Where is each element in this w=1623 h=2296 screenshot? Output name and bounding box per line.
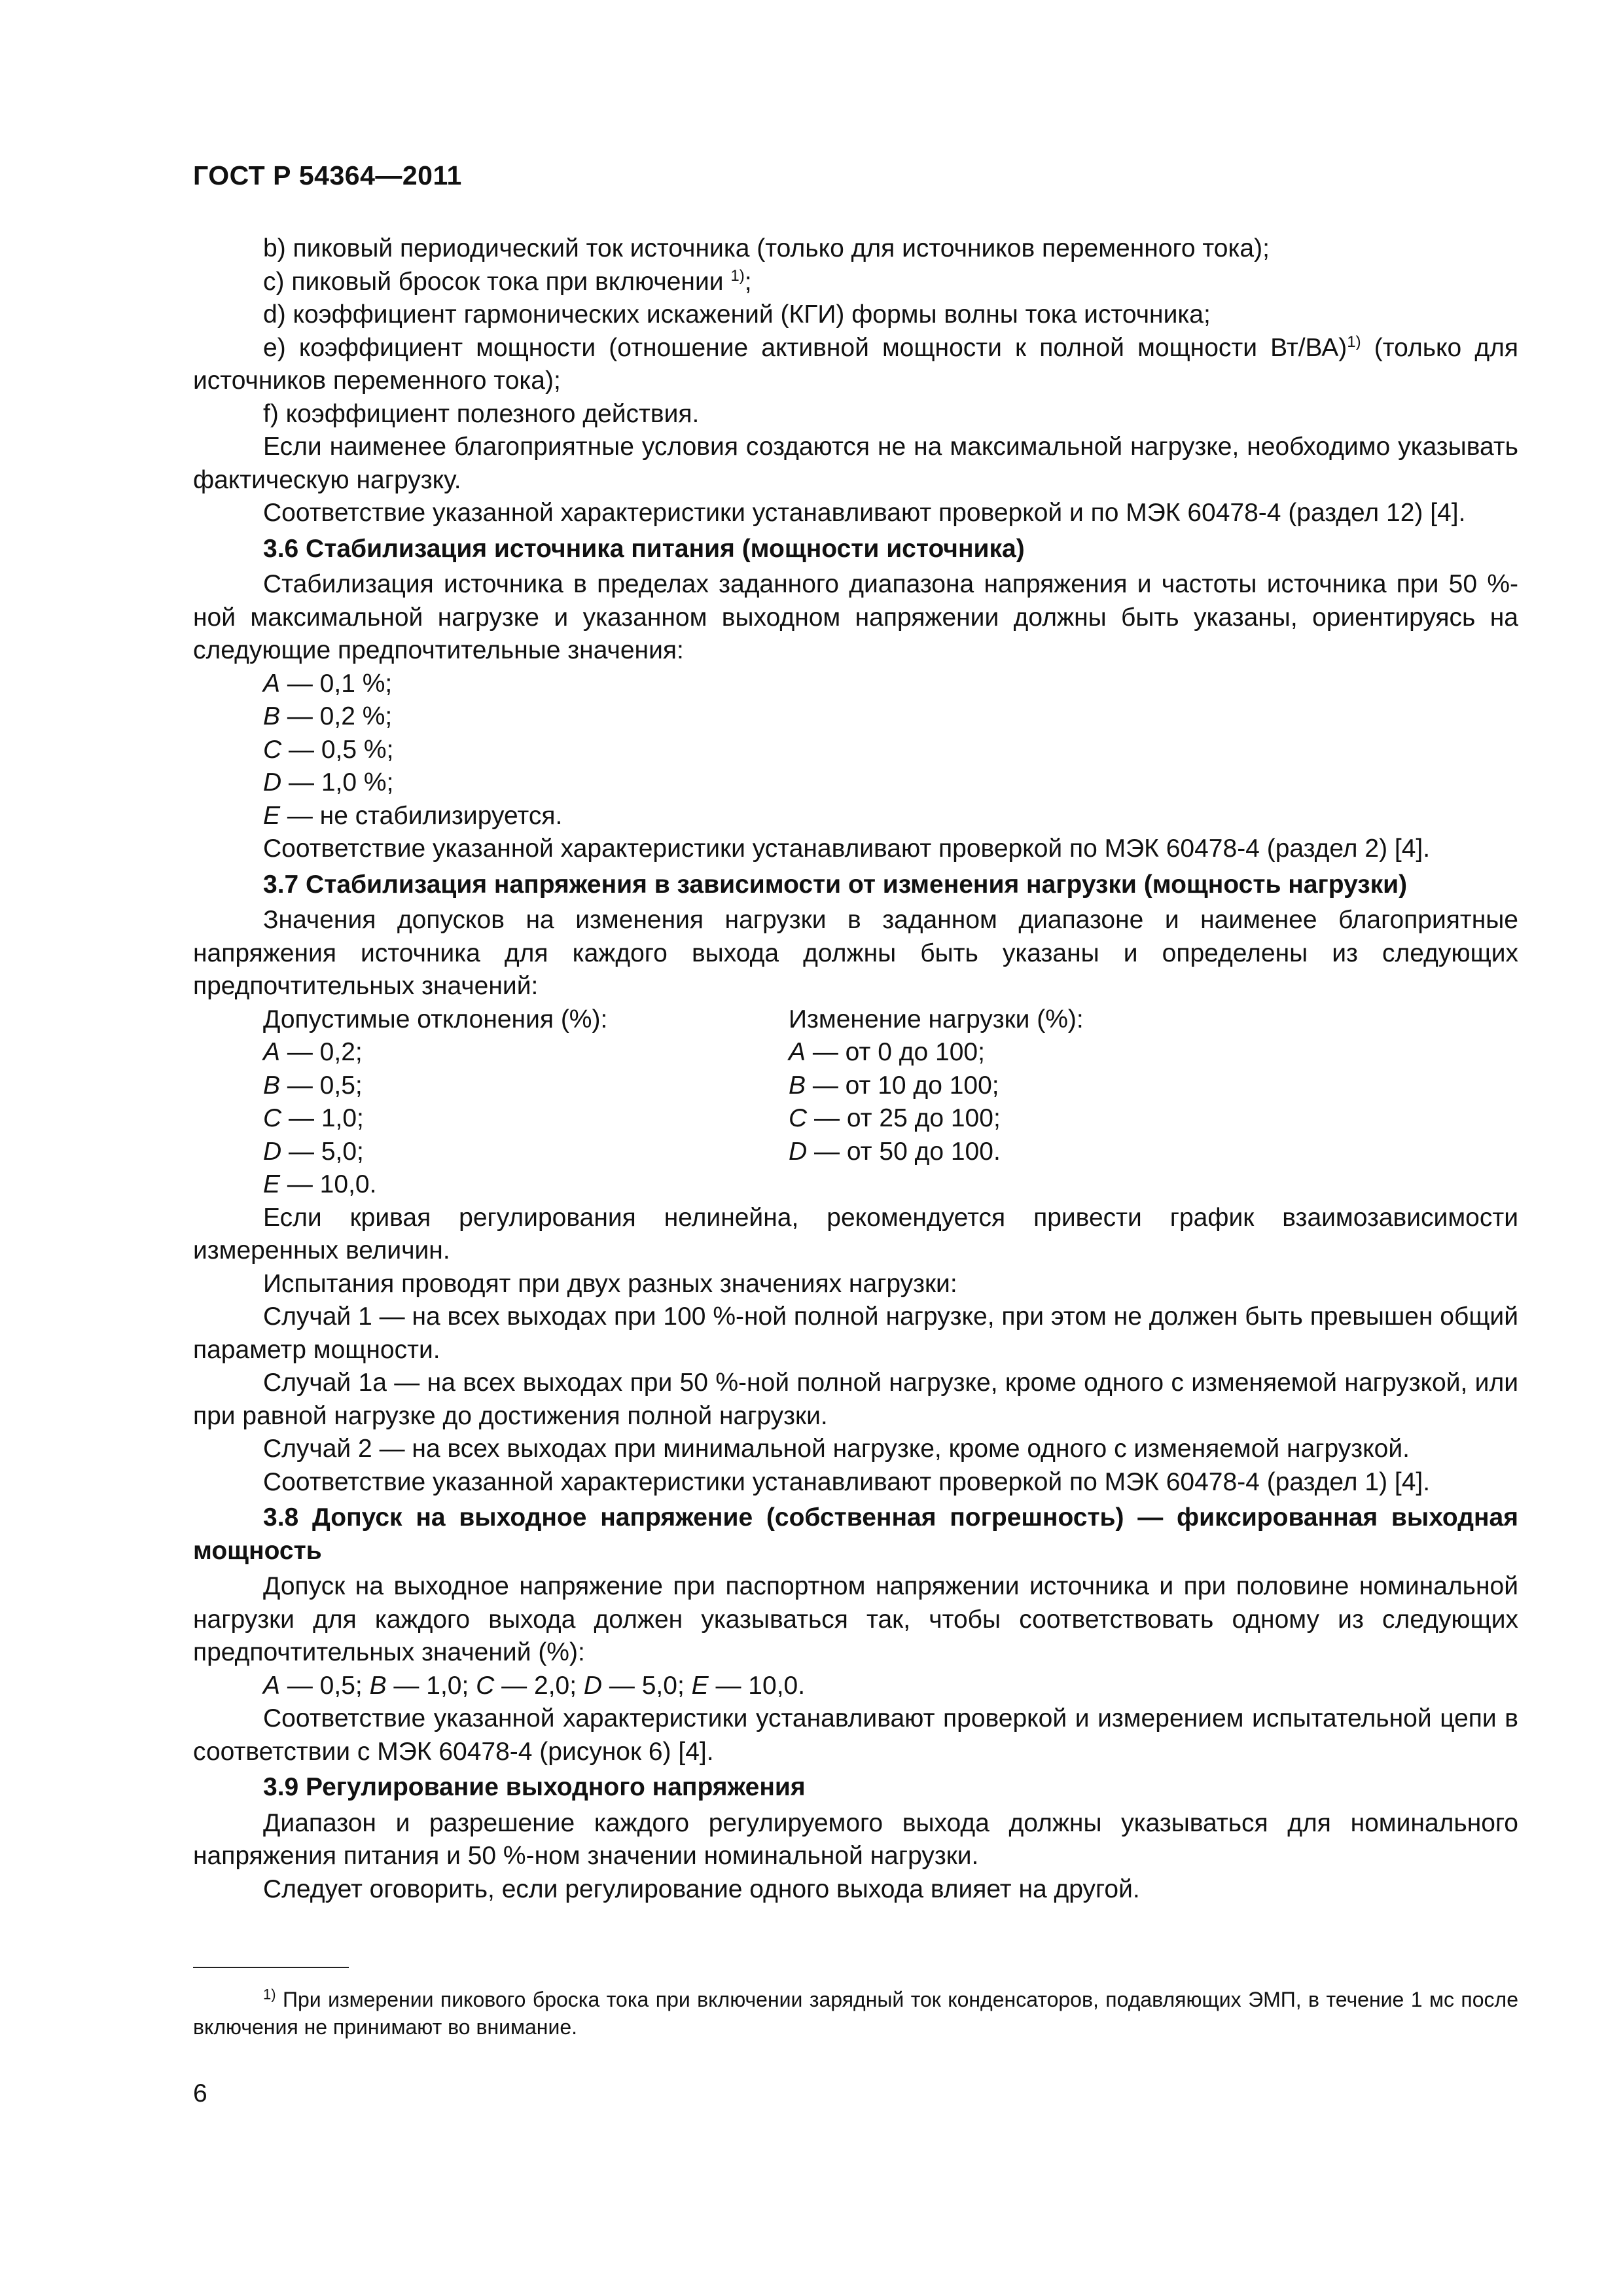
- footnote-divider: [193, 1967, 349, 1968]
- tolerance-columns: [193, 1003, 1518, 1202]
- column-header: Допустимые отклонения (%):: [263, 1005, 608, 1033]
- value-item: E — 10,0.: [263, 1170, 377, 1198]
- paragraph-case-1a: Случай 1а — на всех выходах при 50 %-ной полной нагрузке, кроме одного с изменяемой нагрузкой, или при равной нагрузке до достижения полной нагрузки.: [193, 1369, 1518, 1430]
- footnote-ref[interactable]: 1): [1347, 332, 1361, 351]
- section-3-8-intro: Допуск на выходное напряжение при паспортном напряжении источника и при половине номинальной нагрузки для каждого выхода должен указываться так, чтобы соответствовать одному из следующих предпочтительных значений (%):: [193, 1572, 1518, 1666]
- value-item: B — от 10 до 100;: [789, 1071, 999, 1100]
- section-heading-3-8: 3.8 Допуск на выходное напряжение (собственная погрешность) — фиксированная выходная мощность: [193, 1503, 1518, 1565]
- section-3-7-intro: Значения допусков на изменения нагрузки в заданном диапазоне и наименее благоприятные напряжения источника для каждого выхода должны быть указаны и определены из следующих предпочтительных значений:: [193, 906, 1518, 1000]
- document-header: ГОСТ Р 54364—2011: [193, 160, 462, 190]
- page-body: [193, 232, 1518, 1906]
- section-heading-3-6: 3.6 Стабилизация источника питания (мощности источника): [263, 534, 1025, 563]
- value-item: A — от 0 до 100;: [789, 1038, 985, 1066]
- list-item-f: f) коэффициент полезного действия.: [263, 399, 700, 428]
- footnote-ref[interactable]: 1): [730, 266, 745, 285]
- footnote-marker: 1): [263, 1986, 276, 2003]
- value-item: A — 0,1 %;: [263, 669, 393, 698]
- deviation-column: [263, 1003, 789, 1202]
- paragraph-case-1: Случай 1 — на всех выходах при 100 %-ной полной нагрузке, при этом не должен быть превышен общий параметр мощности.: [193, 1302, 1518, 1364]
- section-3-9-p1: Диапазон и разрешение каждого регулируемого выхода должны указываться для номинального напряжения питания и 50 %-ном значении номинальной нагрузки.: [193, 1808, 1518, 1870]
- value-item: C — 0,5 %;: [263, 735, 394, 764]
- value-item: B — 0,2 %;: [263, 702, 393, 730]
- section-3-6-conformity: Соответствие указанной характеристики устанавливают проверкой по МЭК 60478-4 (раздел 2) [4].: [263, 834, 1431, 863]
- value-item: D — от 50 до 100.: [789, 1137, 1001, 1166]
- footnote: [193, 1986, 1518, 2041]
- paragraph-curve: Если кривая регулирования нелинейна, рекомендуется привести график взаимозависимости измеренных величин.: [193, 1203, 1518, 1265]
- value-item: E — не стабилизируется.: [263, 801, 563, 830]
- section-3-9-p2: Следует оговорить, если регулирование одного выхода влияет на другой.: [263, 1874, 1140, 1903]
- column-header: Изменение нагрузки (%):: [789, 1005, 1084, 1033]
- value-item: D — 5,0;: [263, 1137, 364, 1166]
- list-item-e: e) коэффициент мощности (отношение активной мощности к полной мощности Вт/ВА)$^{1)}$ (только для источников переменного тока);: [193, 332, 1518, 395]
- footnote-text: При измерении пикового броска тока при включении зарядный ток конденсаторов, подавляющих ЭМП, в течение 1 мс после включения не принимают во внимание.: [193, 1988, 1518, 2039]
- section-3-8-conformity: Соответствие указанной характеристики устанавливают проверкой и измерением испытательной цепи в соответствии с МЭК 60478-4 (рисунок 6) [4].: [193, 1704, 1518, 1766]
- value-item: A — 0,2;: [263, 1038, 363, 1066]
- value-item: B — 0,5;: [263, 1071, 363, 1100]
- section-3-6-intro: Стабилизация источника в пределах заданного диапазона напряжения и частоты источника при 50 %-ной максимальной нагрузке и указанном выходном напряжении должны быть указаны, ориентируясь на следующие предпочтительные значения:: [193, 570, 1518, 664]
- value-item: C — от 25 до 100;: [789, 1104, 1001, 1132]
- section-heading-3-7: 3.7 Стабилизация напряжения в зависимости от изменения нагрузки (мощность нагрузки): [263, 870, 1408, 899]
- paragraph-least-favorable: Если наименее благоприятные условия создаются не на максимальной нагрузке, необходимо указывать фактическую нагрузку.: [193, 433, 1518, 494]
- list-item-d: d) коэффициент гармонических искажений (КГИ) формы волны тока источника;: [263, 300, 1211, 329]
- paragraph-conformity-12: Соответствие указанной характеристики устанавливают проверкой и по МЭК 60478-4 (раздел 12) [4].: [263, 499, 1466, 527]
- list-item-b: b) пиковый периодический ток источника (только для источников переменного тока);: [263, 234, 1270, 262]
- value-item: C — 1,0;: [263, 1104, 364, 1132]
- list-item-c: c) пиковый бросок тока при включении $^{1)}$;: [263, 266, 752, 296]
- load-change-column: [789, 1003, 1518, 1202]
- paragraph-case-2: Случай 2 — на всех выходах при минимальной нагрузке, кроме одного с изменяемой нагрузкой.: [263, 1435, 1410, 1463]
- page-number: 6: [193, 2079, 207, 2108]
- section-heading-3-9: 3.9 Регулирование выходного напряжения: [263, 1773, 806, 1801]
- value-item: D — 1,0 %;: [263, 768, 394, 797]
- value-line: A — 0,5; B — 1,0; C — 2,0; D — 5,0; E — 10,0.: [263, 1671, 806, 1700]
- paragraph-tests: Испытания проводят при двух разных значениях нагрузки:: [263, 1269, 957, 1298]
- section-3-7-conformity: Соответствие указанной характеристики устанавливают проверкой по МЭК 60478-4 (раздел 1) [4].: [263, 1467, 1431, 1496]
